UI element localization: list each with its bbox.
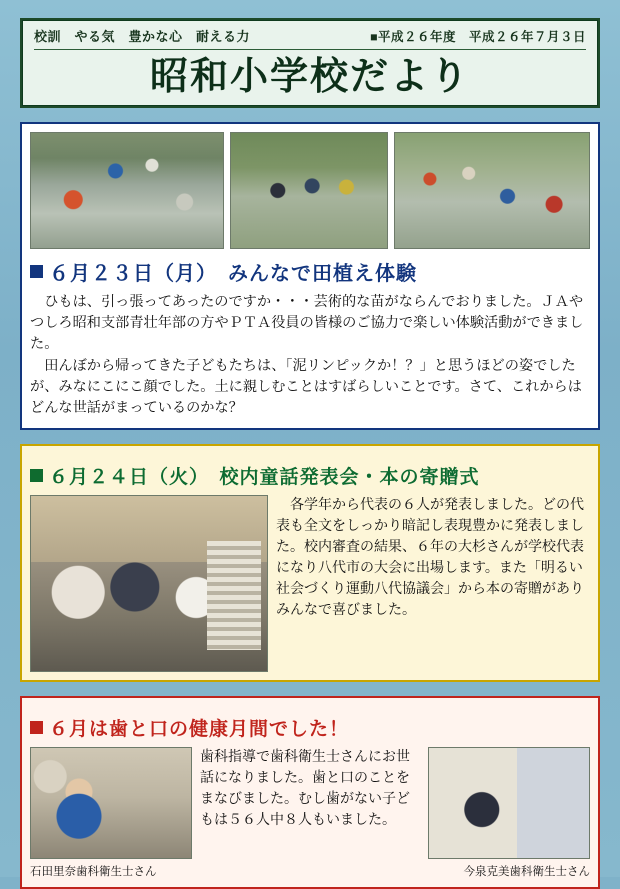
article-heading-text: ６月２３日（月） みんなで田植え体験 bbox=[49, 260, 417, 285]
photo-rice-planting-1 bbox=[30, 132, 224, 249]
paragraph: ひもは、引っ張ってあったのですか・・・芸術的な苗がならんでおりました。ＪＡやつしろ昭和支部青壮年部の方やＰＴＡ役員の皆様のご協力で楽しい体験活動ができました。 bbox=[30, 293, 584, 353]
article-dental-health-month bbox=[20, 696, 600, 889]
photo-book-donation bbox=[30, 495, 268, 672]
article-body-dental bbox=[30, 747, 590, 859]
paragraph: 各学年から代表の６人が発表しました。どの代表も全文をしっかり暗記し表現豊かに発表しました。校内審査の結果、６年の大杉さんが学校代表になり八代市の大会に出場します。また「明るい社会づくり運動八代協議会」から本の寄贈がありみんなで喜びました。 bbox=[276, 496, 584, 618]
masthead-top-row bbox=[34, 26, 586, 50]
article-storytelling-contest bbox=[20, 444, 600, 682]
square-bullet-icon bbox=[30, 469, 43, 482]
photo-captions bbox=[30, 863, 590, 879]
square-bullet-icon bbox=[30, 265, 43, 278]
page-title: 昭和小学校だより bbox=[149, 53, 470, 98]
article-heading-rice bbox=[30, 257, 590, 286]
article-rice-planting bbox=[20, 122, 600, 430]
photo-dental-right bbox=[428, 747, 590, 859]
article-heading-text: ６月は歯と口の健康月間でした！ bbox=[49, 717, 350, 740]
photo-rice-planting-2 bbox=[230, 132, 389, 249]
photo-dental-left bbox=[30, 747, 192, 859]
paragraph: 田んぼから帰ってきた子どもたちは、「泥リンピックか！？」と思うほどの姿でしたが、みなにこにこ顔でした。土に親しむことはすばらしいことです。さて、これからはどんな世話がまっているのかな？ bbox=[30, 357, 582, 417]
article-heading-storytelling bbox=[30, 462, 590, 489]
article-body-storytelling bbox=[30, 495, 590, 672]
caption-right: 今泉克美歯科衛生士さん bbox=[463, 863, 590, 878]
square-bullet-icon bbox=[30, 721, 43, 734]
caption-left: 石田里奈歯科衛生士さん bbox=[30, 863, 157, 878]
paragraph: 歯科指導で歯科衛生士さんにお世話になりました。歯と口のことをまなびました。むし歯がない子どもは５６人中８人もいました。 bbox=[200, 748, 410, 828]
article-heading-dental bbox=[30, 714, 590, 741]
school-motto: 校訓 やる気 豊かな心 耐える力 bbox=[34, 29, 251, 44]
issue-date: ■平成２６年度 平成２６年７月３日 bbox=[369, 30, 586, 44]
photo-strip bbox=[30, 132, 590, 249]
photo-rice-planting-3 bbox=[394, 132, 590, 249]
article-body-rice bbox=[30, 292, 590, 420]
masthead bbox=[20, 18, 600, 108]
article-heading-text: ６月２４日（火） 校内童話発表会・本の寄贈式 bbox=[49, 465, 480, 488]
